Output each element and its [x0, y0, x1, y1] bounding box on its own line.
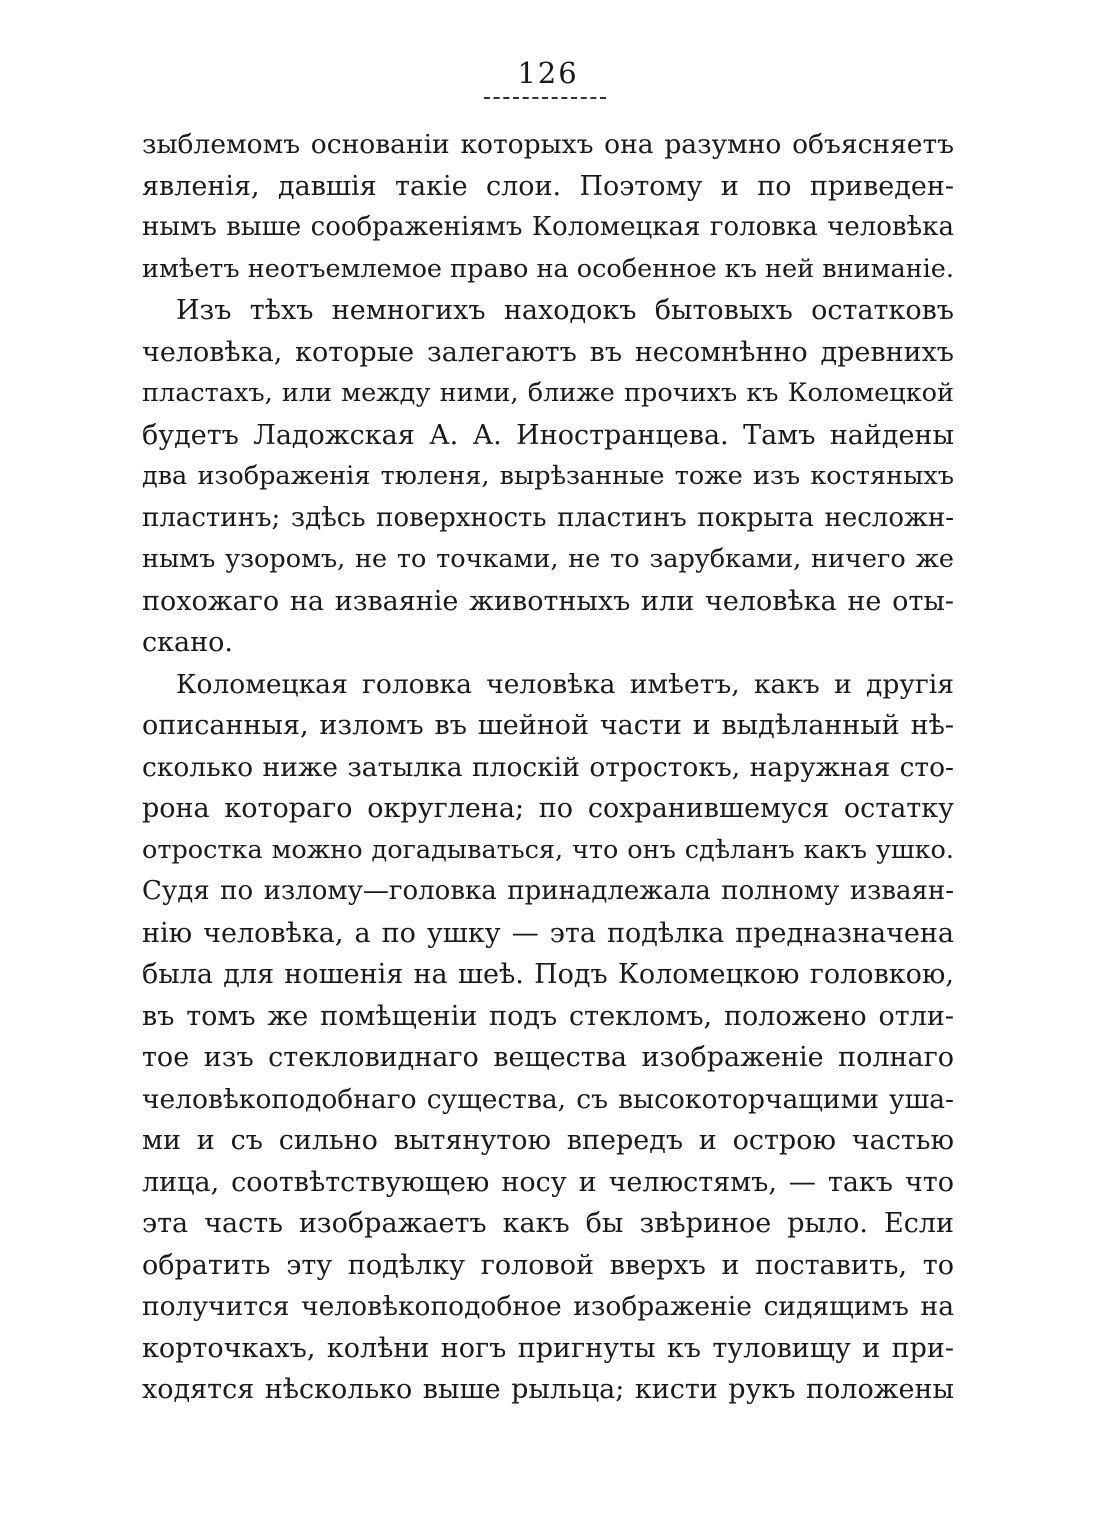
- text-line: рона котораго округлена; по сохранившемуся остатку: [142, 793, 954, 824]
- text-line: Судя по излому—головка принадлежала полному изваян-: [142, 876, 954, 906]
- page-number: 126: [517, 56, 579, 90]
- text-line: имѣетъ неотъемлемое право на особенное къ ней вниманіе.: [142, 253, 954, 284]
- text-line: два изображенія тюленя, вырѣзанные тоже изъ костяныхъ: [142, 461, 954, 491]
- text-line: эта часть изображаетъ какъ бы звѣриное рыло. Если: [142, 1208, 954, 1239]
- text-line: описанныя, изломъ въ шейной части и выдѣланный нѣ-: [142, 710, 954, 741]
- text-line: нымъ выше соображеніямъ Коломецкая головка человѣка: [142, 212, 954, 242]
- text-line: человѣкоподобнаго существа, съ высокоторчащими уша-: [142, 1083, 954, 1115]
- text-line: зыблемомъ основаніи которыхъ она разумно объясняетъ: [142, 129, 954, 160]
- text-line: человѣка, которые залегаютъ въ несомнѣнно древнихъ: [142, 336, 954, 368]
- text-line: нымъ узоромъ, не то точками, не то зарубками, ничего же: [142, 544, 954, 574]
- body-text: [142, 124, 954, 1411]
- text-line: скано.: [142, 627, 233, 658]
- text-line: корточкахъ, колѣни ногъ пригнуты къ туловищу и при-: [142, 1332, 954, 1364]
- text-line: лица, соотвѣтствующею носу и челюстямъ, — такъ что: [142, 1166, 954, 1198]
- text-line: Изъ тѣхъ немногихъ находокъ бытовыхъ остатковъ: [176, 295, 954, 326]
- text-line: Коломецкая головка человѣка имѣетъ, какъ и другія: [176, 668, 954, 700]
- text-line: обратить эту подѣлку головой вверхъ и поставить, то: [142, 1249, 954, 1281]
- text-line: въ томъ же помѣщеніи подъ стекломъ, положено отли-: [142, 1000, 954, 1032]
- text-line: отростка можно догадываться, что онъ сдѣланъ какъ ушко.: [142, 834, 954, 865]
- text-line: ми и съ сильно вытянутою впередъ и острою частью: [142, 1125, 954, 1156]
- text-line: будетъ Ладожская А. А. Иностранцева. Тамъ найдены: [142, 419, 954, 451]
- page-number-rule: [484, 97, 606, 99]
- text-line: ходятся нѣсколько выше рыльца; кисти рукъ положены: [142, 1374, 954, 1405]
- text-line: похожаго на изваяніе животныхъ или человѣка не оты-: [142, 585, 954, 617]
- text-line: сколько ниже затылка плоскій отростокъ, наружная сто-: [142, 751, 954, 783]
- text-line: получится человѣкоподобное изображеніе сидящимъ на: [142, 1291, 954, 1322]
- text-line: была для ношенія на шеѣ. Подъ Коломецкою головкою,: [142, 959, 954, 990]
- text-line: явленія, давшія такіе слои. Поэтому и по приведен-: [142, 170, 954, 202]
- text-line: нію человѣка, а по ушку — эта подѣлка предназначена: [142, 917, 954, 949]
- text-line: пластахъ, или между ними, ближе прочихъ къ Коломецкой: [142, 378, 954, 408]
- text-line: тое изъ стекловиднаго вещества изображеніе полнаго: [142, 1042, 954, 1073]
- text-line: пластинъ; здѣсь поверхность пластинъ покрыта несложн-: [142, 502, 954, 533]
